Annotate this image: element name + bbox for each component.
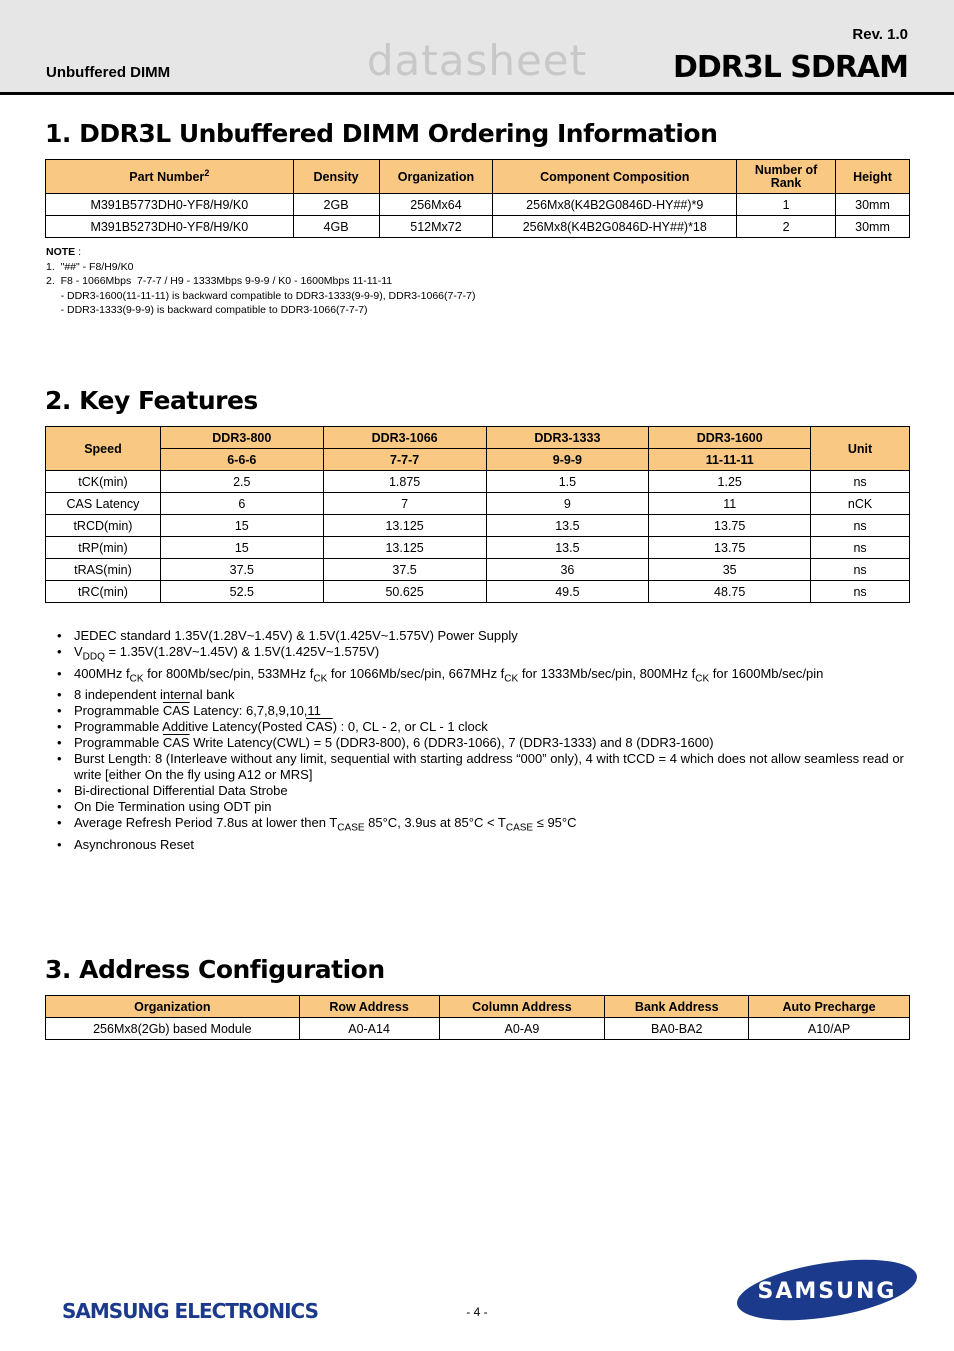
- table-cell: ns: [811, 471, 910, 493]
- table-row: [46, 471, 910, 493]
- table-cell: M391B5773DH0-YF8/H9/K0: [46, 194, 294, 216]
- section-1-title: 1. DDR3L Unbuffered DIMM Ordering Information: [45, 119, 718, 148]
- table-cell: 30mm: [836, 216, 910, 238]
- table-cell: 256Mx8(2Gb) based Module: [46, 1018, 300, 1040]
- subscript: CASE: [337, 822, 365, 834]
- speed-grade-header: DDR3-1066: [323, 427, 486, 449]
- table-cell: 50.625: [323, 581, 486, 603]
- page-number: - 4 -: [466, 1305, 488, 1319]
- table-cell: BA0-BA2: [605, 1018, 749, 1040]
- address-config-table: [45, 995, 910, 1040]
- table-cell: A0-A14: [299, 1018, 439, 1040]
- feature-item: [56, 666, 906, 688]
- table-cell: 4GB: [293, 216, 379, 238]
- feature-text: Latency: 6,7,8,9,10,11: [189, 703, 321, 719]
- speed-bin-header: 11-11-11: [649, 449, 811, 471]
- table-cell: ns: [811, 559, 910, 581]
- ordering-info-table: [45, 159, 910, 238]
- table-cell: 1.25: [649, 471, 811, 493]
- table-cell: 13.125: [323, 537, 486, 559]
- header-product-type: Unbuffered DIMM: [46, 64, 171, 81]
- table-row: [46, 581, 910, 603]
- feature-text: for 800Mb/sec/pin, 533MHz f: [143, 665, 314, 681]
- header-cell: Organization: [379, 160, 493, 194]
- speed-bin-header: 6-6-6: [160, 449, 323, 471]
- feature-text: Burst Length: 8 (Interleave without any limit, sequential with starting address “000” only), 4 with tCCD = 4 which does not allow seamless read or write [either On the fly using A12 or MRS]: [74, 751, 904, 783]
- feature-text: for 1333Mb/sec/pin, 800MHz f: [518, 665, 696, 681]
- table-cell: CAS Latency: [46, 493, 161, 515]
- speed-grade-header: DDR3-800: [160, 427, 323, 449]
- table-row: [46, 537, 910, 559]
- feature-text: ≤ 95°C: [533, 815, 577, 831]
- feature-text: Programmable Additive Latency(Posted: [74, 719, 306, 735]
- subscript: CK: [695, 673, 710, 685]
- table-cell: M391B5273DH0-YF8/H9/K0: [46, 216, 294, 238]
- feature-text: = 1.35V(1.28V~1.45V) & 1.5V(1.425V~1.575V): [104, 644, 380, 659]
- table-cell: ns: [811, 581, 910, 603]
- feature-text: Asynchronous Reset: [74, 836, 194, 852]
- samsung-logo: [735, 1259, 919, 1321]
- table-cell: 13.5: [486, 515, 649, 537]
- feature-text: Average Refresh Period 7.8us at lower then T: [74, 815, 338, 831]
- feature-item: [56, 799, 906, 815]
- header-cell: Bank Address: [605, 996, 749, 1018]
- table-cell: 49.5: [486, 581, 649, 603]
- table-cell: nCK: [811, 493, 910, 515]
- header-cell: Density: [293, 160, 379, 194]
- header-cell: Column Address: [439, 996, 605, 1018]
- feature-item: [56, 783, 906, 799]
- table-row: [46, 194, 910, 216]
- table-cell: 13.5: [486, 537, 649, 559]
- header-cell: Component Composition: [493, 160, 737, 194]
- feature-item: [56, 628, 906, 644]
- table-cell: 37.5: [160, 559, 323, 581]
- table-cell: 52.5: [160, 581, 323, 603]
- feature-text: 400MHz f: [74, 665, 130, 681]
- feature-text: V: [74, 644, 83, 659]
- feature-item: [56, 719, 906, 735]
- header-cell: Auto Precharge: [749, 996, 910, 1018]
- table-cell: 13.75: [649, 537, 811, 559]
- table-cell: 256Mx8(K4B2G0846D-HY##)*18: [493, 216, 737, 238]
- header-cell: Organization: [46, 996, 300, 1018]
- table-cell: 256Mx64: [379, 194, 493, 216]
- table-header-row: [46, 449, 910, 471]
- feature-item: [56, 751, 906, 783]
- table-row: [46, 216, 910, 238]
- table-cell: tCK(min): [46, 471, 161, 493]
- table-row: [46, 493, 910, 515]
- header-revision: Rev. 1.0: [852, 26, 908, 43]
- note-line: 2. F8 - 1066Mbps 7-7-7 / H9 - 1333Mbps 9-9-9 / K0 - 1600Mbps 11-11-11: [46, 275, 393, 287]
- table-cell: 36: [486, 559, 649, 581]
- table-cell: tRC(min): [46, 581, 161, 603]
- speed-grade-header: DDR3-1600: [649, 427, 811, 449]
- section-3-title: 3. Address Configuration: [45, 955, 385, 984]
- speed-grade-header: DDR3-1333: [486, 427, 649, 449]
- header-cell: Row Address: [299, 996, 439, 1018]
- logo-wordmark: SAMSUNG: [757, 1279, 897, 1304]
- feature-item: [56, 815, 906, 837]
- notes-heading: [46, 245, 476, 260]
- feature-item: [56, 837, 906, 853]
- subscript: CK: [129, 673, 144, 685]
- subscript: CASE: [505, 822, 534, 834]
- table-cell: A0-A9: [439, 1018, 605, 1040]
- key-features-table: [45, 426, 910, 603]
- feature-text: Bi-directional Differential Data Strobe: [74, 783, 288, 799]
- feature-item: [56, 735, 906, 751]
- table-cell: ns: [811, 537, 910, 559]
- header-cell: [46, 160, 294, 194]
- feature-text: ) : 0, CL - 2, or CL - 1 clock: [332, 719, 488, 735]
- page-header: [0, 0, 954, 95]
- notes-suffix: :: [75, 246, 82, 258]
- table-row: [46, 515, 910, 537]
- feature-text: for 1600Mb/sec/pin: [709, 665, 824, 681]
- notes-label: NOTE: [46, 246, 76, 258]
- table-cell: 6: [160, 493, 323, 515]
- table-cell: 1: [737, 194, 836, 216]
- subscript: DDQ: [82, 651, 105, 663]
- table-header-row: [46, 160, 910, 194]
- feature-list: [56, 628, 906, 853]
- overlined-signal: $\overline{CAS}$: [162, 735, 190, 751]
- table-cell: 35: [649, 559, 811, 581]
- table-cell: 7: [323, 493, 486, 515]
- feature-item: [56, 644, 906, 666]
- speed-header: Speed: [46, 427, 161, 471]
- subscript: CK: [504, 673, 519, 685]
- header-cell: Number of Rank: [737, 160, 836, 194]
- speed-bin-header: 7-7-7: [323, 449, 486, 471]
- table-cell: 13.125: [323, 515, 486, 537]
- table-cell: 2.5: [160, 471, 323, 493]
- table-row: [46, 559, 910, 581]
- feature-item: [56, 703, 906, 719]
- table-cell: tRP(min): [46, 537, 161, 559]
- speed-bin-header: 9-9-9: [486, 449, 649, 471]
- table-header-row: [46, 427, 910, 449]
- footnote-marker: 2: [204, 168, 210, 179]
- overlined-signal: $\overline{CAS}$: [162, 703, 190, 719]
- table-cell: A10/AP: [749, 1018, 910, 1040]
- overlined-signal: $\overline{CAS}$: [305, 719, 333, 735]
- table-cell: 37.5: [323, 559, 486, 581]
- feature-text: for 1066Mb/sec/pin, 667MHz f: [327, 665, 505, 681]
- header-datasheet-watermark: datasheet: [366, 36, 588, 85]
- table-cell: 256Mx8(K4B2G0846D-HY##)*9: [493, 194, 737, 216]
- note-line: 1. "##" - F8/H9/K0: [46, 260, 134, 273]
- table-row: [46, 1018, 910, 1040]
- table-cell: 15: [160, 515, 323, 537]
- feature-text: On Die Termination using ODT pin: [74, 799, 272, 815]
- feature-item: [56, 687, 906, 703]
- table-cell: 13.75: [649, 515, 811, 537]
- feature-text: Programmable: [74, 703, 163, 719]
- table-cell: tRCD(min): [46, 515, 161, 537]
- feature-text: 85°C, 3.9us at 85°C < T: [364, 815, 506, 831]
- section-2-title: 2. Key Features: [45, 386, 258, 415]
- table-cell: 1.5: [486, 471, 649, 493]
- feature-text: Write Latency(CWL) = 5 (DDR3-800), 6 (DDR3-1066), 7 (DDR3-1333) and 8 (DDR3-1600): [189, 735, 714, 751]
- table-cell: 9: [486, 493, 649, 515]
- table-cell: 11: [649, 493, 811, 515]
- table-cell: ns: [811, 515, 910, 537]
- table-header-row: [46, 996, 910, 1018]
- header-product-title: DDR3L SDRAM: [672, 50, 908, 85]
- table-cell: tRAS(min): [46, 559, 161, 581]
- feature-text: Programmable: [74, 735, 163, 751]
- header-label: Part Number: [129, 170, 205, 185]
- footer-company-name: SAMSUNG ELECTRONICS: [62, 1299, 318, 1323]
- table-cell: 2: [737, 216, 836, 238]
- table-cell: 15: [160, 537, 323, 559]
- ordering-notes: [46, 245, 476, 318]
- note-line: - DDR3-1333(9-9-9) is backward compatible to DDR3-1066(7-7-7): [46, 304, 368, 316]
- header-cell: Height: [836, 160, 910, 194]
- table-cell: 2GB: [293, 194, 379, 216]
- table-cell: 1.875: [323, 471, 486, 493]
- feature-text: JEDEC standard 1.35V(1.28V~1.45V) & 1.5V(1.425V~1.575V) Power Supply: [74, 628, 518, 643]
- feature-text: 8 independent internal bank: [74, 687, 235, 703]
- table-cell: 30mm: [836, 194, 910, 216]
- note-line: - DDR3-1600(11-11-11) is backward compatible to DDR3-1333(9-9-9), DDR3-1066(7-7-7): [46, 289, 476, 302]
- table-cell: 512Mx72: [379, 216, 493, 238]
- table-cell: 48.75: [649, 581, 811, 603]
- subscript: CK: [313, 673, 328, 685]
- unit-header: Unit: [811, 427, 910, 471]
